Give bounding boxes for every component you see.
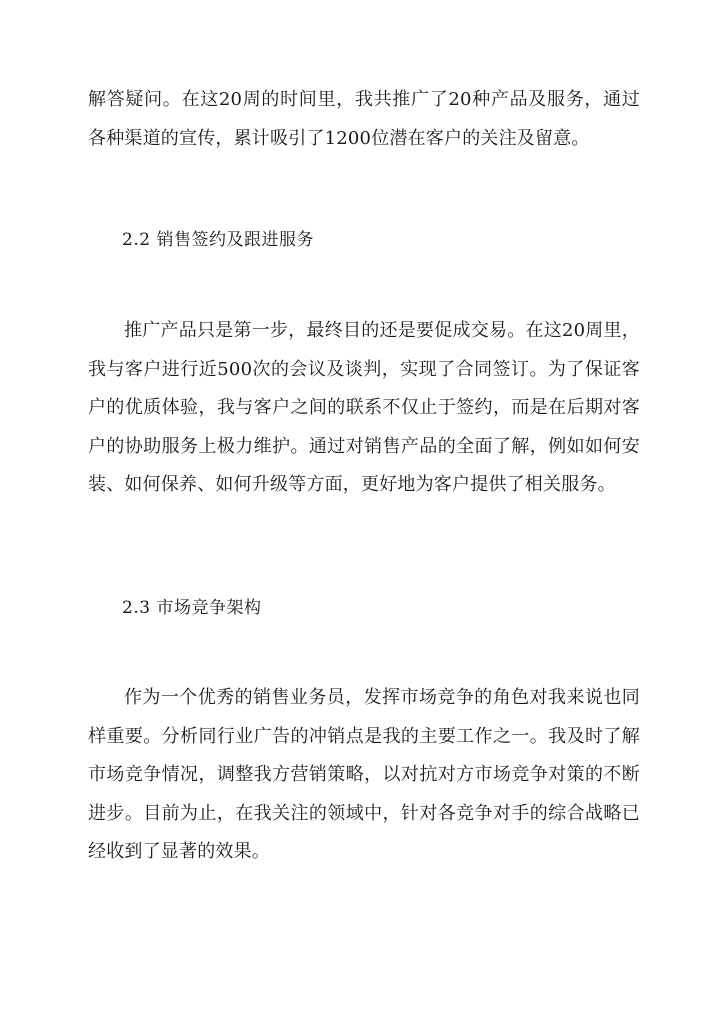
section-heading-2-2: 2.2 销售签约及跟进服务 (122, 230, 314, 250)
section-2-3-body: 作为一个优秀的销售业务员，发挥市场竞争的角色对我来说也同样重要。分析同行业广告的冲销点是我的主要工作之一。我及时了解市场竞争情况，调整我方营销策略，以对抗对方市场竞争对策的不断进步。目前为止，在我关注的领域中，针对各竞争对手的综合战略已经收到了显著的效果。 (88, 687, 640, 862)
section-2-2-body: 推广产品只是第一步，最终目的还是要促成交易。在这20周里，我与客户进行近500次的会议及谈判，实现了合同签订。为了保证客户的优质体验，我与客户之间的联系不仅止于签约，而是在后期对客户的协助服务上极力维护。通过对销售产品的全面了解，例如如何安装、如何保养、如何升级等方面，更好地为客户提供了相关服务。 (88, 320, 640, 495)
section-heading-2-3: 2.3 市场竞争架构 (122, 598, 262, 618)
paragraph-continued: 解答疑问。在这20周的时间里，我共推广了20种产品及服务，通过各种渠道的宣传，累计吸引了1200位潜在客户的关注及留意。 (88, 89, 640, 149)
